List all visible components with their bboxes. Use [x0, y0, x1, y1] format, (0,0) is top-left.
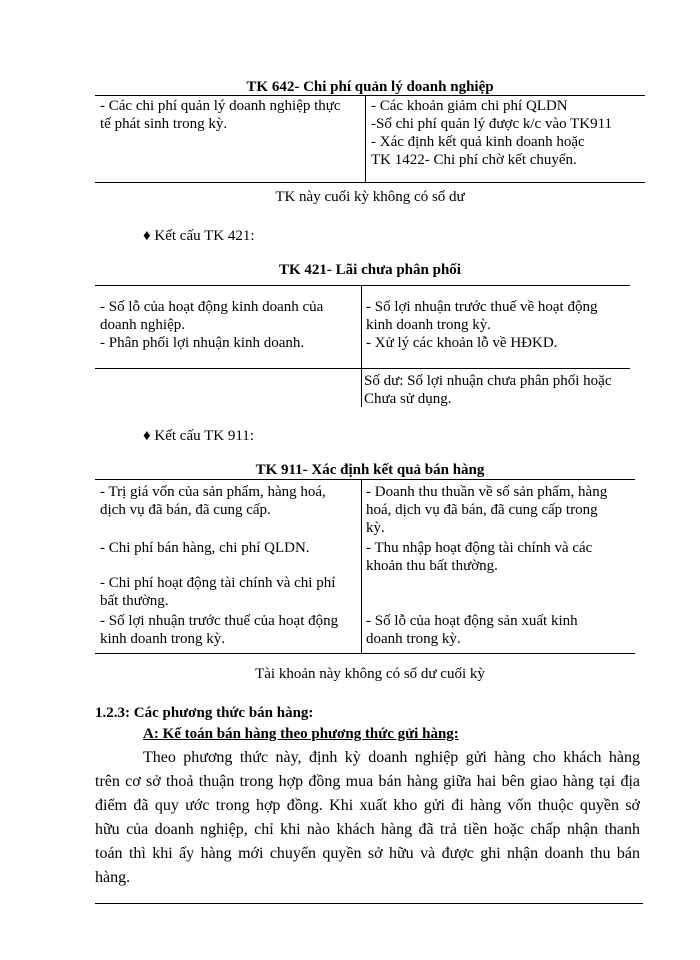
tk911-credit-line: - Doanh thu thuần về số sản phẩm, hàng: [366, 484, 608, 500]
tk642-credit-line: TK 1422- Chi phí chờ kết chuyển.: [371, 152, 577, 168]
tk642-debit-line: tế phát sinh trong kỳ.: [100, 116, 228, 132]
tk911-credit-line: kỳ.: [366, 520, 385, 536]
tk642-bottom-line: [95, 182, 645, 183]
tk642-note: TK này cuối kỳ không có số dư: [275, 189, 465, 205]
tk421-debit-line: doanh nghiệp.: [100, 317, 185, 333]
tk911-note: Tài khoản này không có số dư cuối kỳ: [255, 666, 485, 682]
tk642-credit-line: -Số chi phí quản lý được k/c vào TK911: [371, 116, 613, 132]
tk911-bottom-line: [95, 653, 635, 654]
paragraph-line: hàng.: [95, 869, 131, 886]
tk911-credit-line: - Thu nhập hoạt động tài chính và các: [366, 540, 593, 556]
tk421-divider: [361, 285, 362, 407]
tk421-balance-line: Số dư: Số lợi nhuận chưa phân phối hoặc: [364, 373, 612, 389]
tk421-title: TK 421- Lãi chưa phân phối: [279, 262, 461, 278]
tk421-debit-line: - Số lỗ của hoạt động kinh doanh của: [100, 299, 324, 315]
tk642-credit-line: - Các khoản giảm chi phí QLDN: [371, 98, 568, 114]
tk911-debit-line: dịch vụ đã bán, đã cung cấp.: [100, 502, 271, 518]
tk642-divider: [365, 95, 366, 183]
section-heading: 1.2.3: Các phương thức bán hàng:: [95, 705, 314, 721]
tk642-credit-line: - Xác định kết quả kinh doanh hoặc: [371, 134, 585, 150]
tk911-debit-line: - Số lợi nhuận trước thuế của hoạt động: [100, 613, 339, 629]
footer-line: [95, 903, 643, 904]
tk911-title: TK 911- Xác định kết quả bán hàng: [255, 462, 485, 478]
tk911-divider: [361, 479, 362, 654]
tk911-top-line: [95, 479, 635, 480]
tk421-top-line: [95, 285, 630, 286]
tk911-credit-line: hoá, dịch vụ đã bán, đã cung cấp trong: [366, 502, 598, 518]
tk642-title: TK 642- Chi phí quản lý doanh nghiệp: [246, 79, 494, 95]
tk421-mid-line: [95, 368, 630, 369]
tk421-credit-line: kinh doanh trong kỳ.: [366, 317, 491, 333]
section-subheading: A: Kế toán bán hàng theo phương thức gửi hàng:: [143, 726, 459, 742]
tk911-credit-line: doanh trong kỳ.: [366, 631, 461, 647]
tk911-debit-line: - Chi phí hoạt động tài chính và chi phí: [100, 575, 336, 591]
tk421-credit-line: - Số lợi nhuận trước thuế về hoạt động: [366, 299, 598, 315]
tk911-debit-line: kinh doanh trong kỳ.: [100, 631, 225, 647]
paragraph-line: điểm đã quy ước trong hợp đồng. Khi xuất kho gửi đi hàng vốn thuộc quyền sở: [95, 797, 640, 814]
tk911-debit-line: - Chi phí bán hàng, chi phí QLDN.: [100, 540, 310, 556]
tk911-bullet: ♦ Kết cấu TK 911:: [143, 428, 254, 444]
tk911-credit-line: khoản thu bất thường.: [366, 558, 498, 574]
paragraph-line: toán thì khi ấy hàng mới chuyển quyền sở hữu và được ghi nhận doanh thu bán: [95, 845, 640, 862]
tk642-top-line: [95, 95, 645, 96]
tk911-debit-line: bất thường.: [100, 593, 169, 609]
paragraph-line: Theo phương thức này, định kỳ doanh nghiệp gửi hàng cho khách hàng: [143, 749, 640, 766]
tk421-debit-line: - Phân phối lợi nhuận kinh doanh.: [100, 335, 305, 351]
tk421-credit-line: - Xử lý các khoản lỗ về HĐKD.: [366, 335, 558, 351]
tk421-balance-line: Chưa sử dụng.: [364, 391, 452, 407]
paragraph-line: hữu của doanh nghiệp, chỉ khi nào khách hàng đã trả tiền hoặc chấp nhận thanh: [95, 821, 640, 838]
tk911-debit-line: - Trị giá vốn của sản phẩm, hàng hoá,: [100, 484, 326, 500]
paragraph-line: trên cơ sở thoả thuận trong hợp đồng mua bán hàng giữa hai bên giao hàng tại địa: [95, 773, 640, 790]
tk911-credit-line: - Số lỗ của hoạt động sản xuất kinh: [366, 613, 578, 629]
tk642-debit-line: - Các chi phí quản lý doanh nghiệp thực: [100, 98, 341, 114]
tk421-bullet: ♦ Kết cấu TK 421:: [143, 228, 255, 244]
